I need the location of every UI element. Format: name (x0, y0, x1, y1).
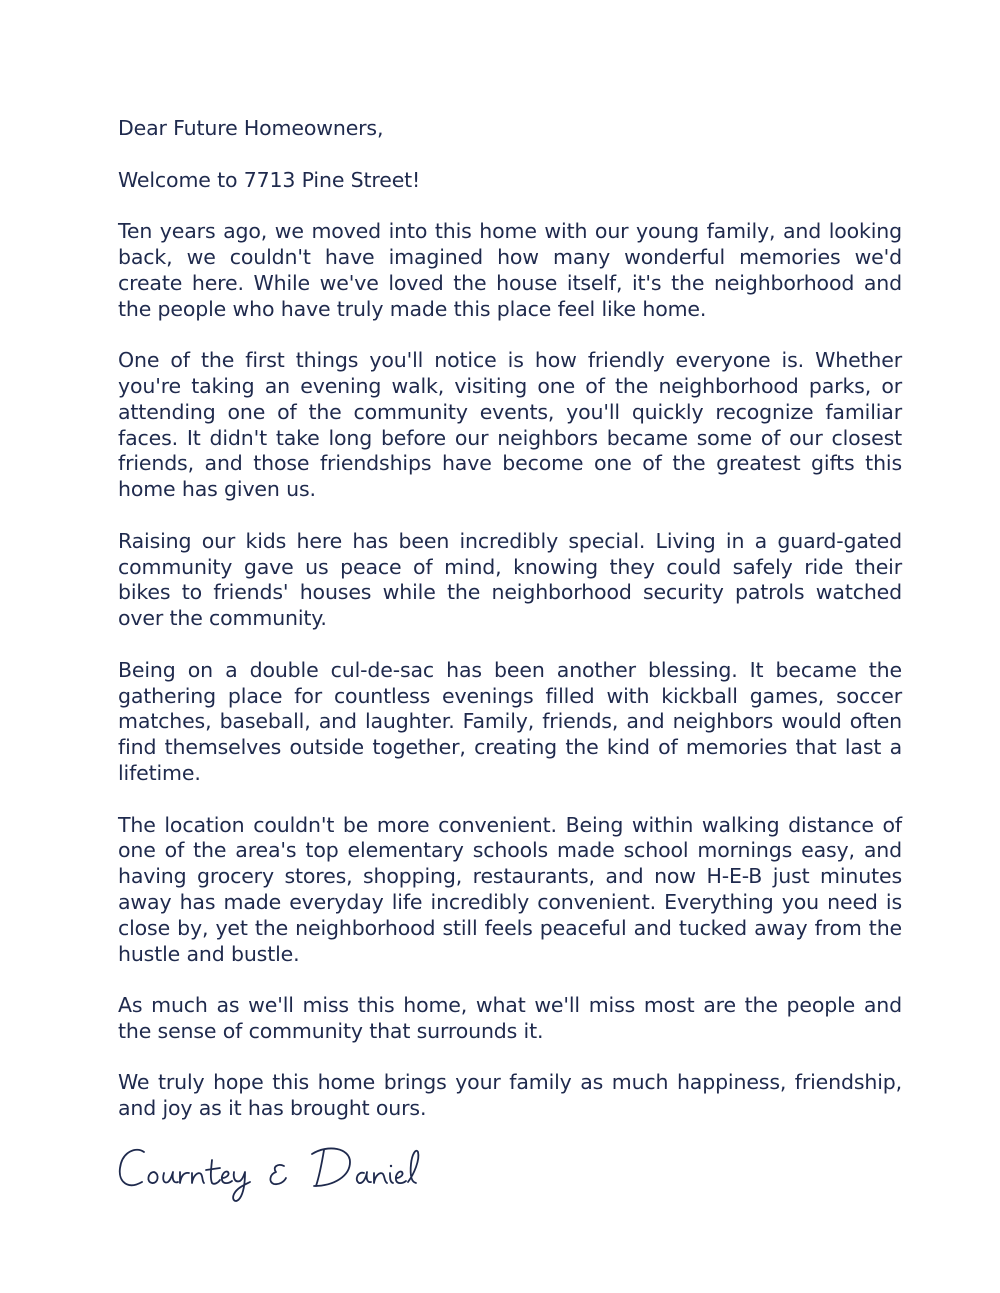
letter-paragraph: One of the first things you'll notice is how friendly everyone is. Whether you're taking an evening walk, visiting one of the neighborhood parks, or attending one of the community events, you'll quickly recognize familiar faces. It didn't take long before our neighbors became some of our closest friends, and those friendships have become one of the greatest gifts this home has given us. (118, 348, 902, 502)
letter-greeting: Dear Future Homeowners, (118, 116, 384, 140)
letter-paragraph: We truly hope this home brings your family as much happiness, friendship, and joy as it has brought ours. (118, 1070, 902, 1121)
letter-body (118, 116, 902, 1148)
letter-paragraph: Ten years ago, we moved into this home with our young family, and looking back, we couldn't have imagined how many wonderful memories we'd create here. While we've loved the house itself, it's the neighborhood and the people who have truly made this place feel like home. (118, 219, 902, 321)
handwritten-signature (114, 1138, 434, 1208)
letter-paragraph: Raising our kids here has been incredibly special. Living in a guard-gated community gave us peace of mind, knowing they could safely ride their bikes to friends' houses while the neighborhood security patrols watched over the community. (118, 528, 902, 631)
letter-paragraph: Being on a double cul-de-sac has been another blessing. It became the gathering place for countless evenings filled with kickball games, soccer matches, baseball, and laughter. Family, friends, and neighbors would often find themselves outside together, creating the kind of memories that last a lifetime. (118, 657, 902, 785)
letter-welcome-line: Welcome to 7713 Pine Street! (118, 167, 421, 192)
letter-paragraph: The location couldn't be more convenient. Being within walking distance of one of the area's top elementary schools made school mornings easy, and having grocery stores, shopping, restaurants, and now H-E-B just minutes away has made everyday life incredibly convenient. Everything you need is close by, yet the neighborhood still feels peaceful and tucked away from the hustle and bustle. (118, 812, 902, 966)
letter-paragraph: As much as we'll miss this home, what we'll miss most are the people and the sense of community that surrounds it. (118, 993, 902, 1043)
signature-graphic (114, 1138, 434, 1208)
